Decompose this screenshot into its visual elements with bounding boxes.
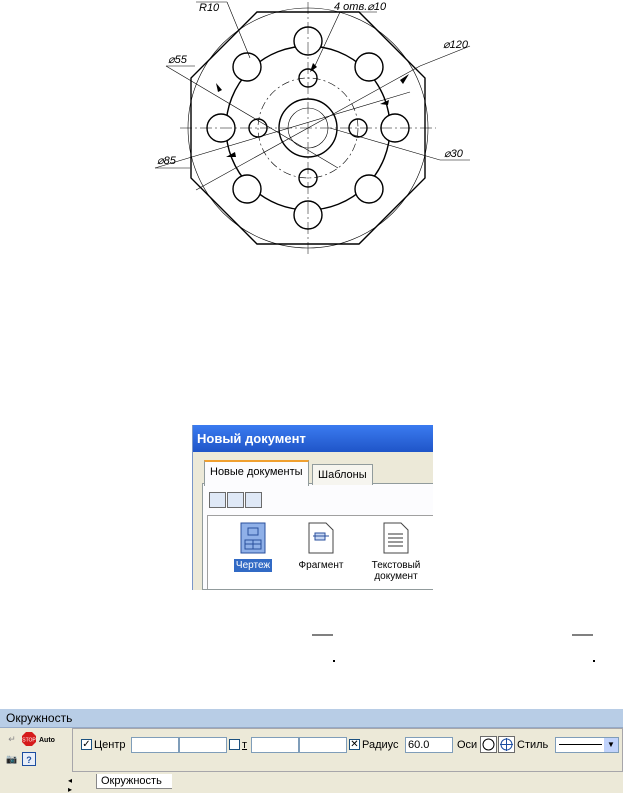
technical-drawing	[0, 0, 623, 300]
doc-type-fragment-label: Фрагмент	[298, 560, 344, 571]
center-x-field[interactable]	[131, 737, 179, 753]
stop-sign-icon	[22, 732, 36, 746]
tab-panel	[202, 483, 433, 590]
point-y-field[interactable]	[299, 737, 347, 753]
center-label: Центр	[94, 739, 126, 751]
properties-panel	[0, 709, 623, 793]
center-checkbox[interactable]: ✓	[82, 739, 91, 750]
list-view-button[interactable]	[245, 492, 262, 508]
dim-holes: 4 отв.⌀10	[334, 1, 387, 13]
circle-parameters-row	[72, 728, 623, 772]
tab-templates[interactable]: Шаблоны	[312, 464, 373, 485]
decor-marks	[0, 630, 623, 670]
new-document-dialog	[192, 425, 433, 590]
scroll-arrows-icon[interactable]: ◂ ▸	[68, 776, 73, 794]
chevron-down-icon[interactable]: ▼	[604, 738, 618, 752]
dim-d85: ⌀85	[157, 155, 176, 167]
camera-icon[interactable]: 📷	[6, 754, 18, 764]
large-icons-view-button[interactable]	[209, 492, 226, 508]
circle-no-axes-icon	[481, 737, 496, 752]
dim-d30: ⌀30	[444, 148, 463, 160]
doc-type-text[interactable]	[361, 522, 431, 583]
drawing-doc-icon	[240, 522, 266, 554]
radius-checkbox[interactable]: ✕	[350, 739, 359, 750]
help-icon[interactable]: ?	[22, 752, 36, 766]
radius-field[interactable]: 60.0	[405, 737, 453, 753]
axes-label: Оси	[457, 739, 478, 751]
properties-area	[0, 728, 623, 793]
tab-circle[interactable]: Окружность	[96, 774, 172, 789]
doc-type-text-line2: документ	[374, 571, 418, 582]
small-icons-view-button[interactable]	[227, 492, 244, 508]
line-style-select[interactable]	[555, 737, 619, 753]
circle-with-axes-icon	[499, 737, 514, 752]
doc-type-text-label	[370, 559, 423, 583]
properties-title: Окружность	[0, 709, 623, 728]
doc-type-fragment[interactable]	[286, 522, 356, 572]
t-label: т	[242, 739, 248, 751]
axes-off-button[interactable]	[480, 736, 497, 753]
dim-d55: ⌀55	[168, 54, 187, 66]
document-type-list	[207, 515, 433, 589]
point-x-field[interactable]	[251, 737, 299, 753]
fragment-doc-icon	[308, 522, 334, 554]
dialog-body	[193, 452, 433, 590]
dialog-title: Новый документ	[193, 425, 433, 452]
doc-type-text-line1: Текстовый	[371, 560, 421, 571]
center-y-field[interactable]	[179, 737, 227, 753]
t-checkbox[interactable]	[229, 739, 240, 750]
stop-icon[interactable]	[22, 732, 36, 746]
dim-d120: ⌀120	[443, 39, 468, 51]
radius-label: Радиус	[362, 739, 399, 751]
doc-type-drawing[interactable]	[218, 522, 288, 572]
doc-type-drawing-label: Чертеж	[235, 560, 271, 571]
axes-on-button[interactable]	[498, 736, 515, 753]
tab-new-documents[interactable]: Новые документы	[204, 460, 309, 486]
style-label: Стиль	[517, 739, 549, 751]
text-doc-icon	[383, 522, 409, 554]
auto-label: Auto	[39, 737, 55, 744]
stop-label: STOP	[22, 737, 36, 744]
enter-icon[interactable]: ↵	[8, 734, 16, 744]
auto-icon[interactable]	[39, 732, 53, 746]
dim-r10: R10	[199, 2, 220, 14]
